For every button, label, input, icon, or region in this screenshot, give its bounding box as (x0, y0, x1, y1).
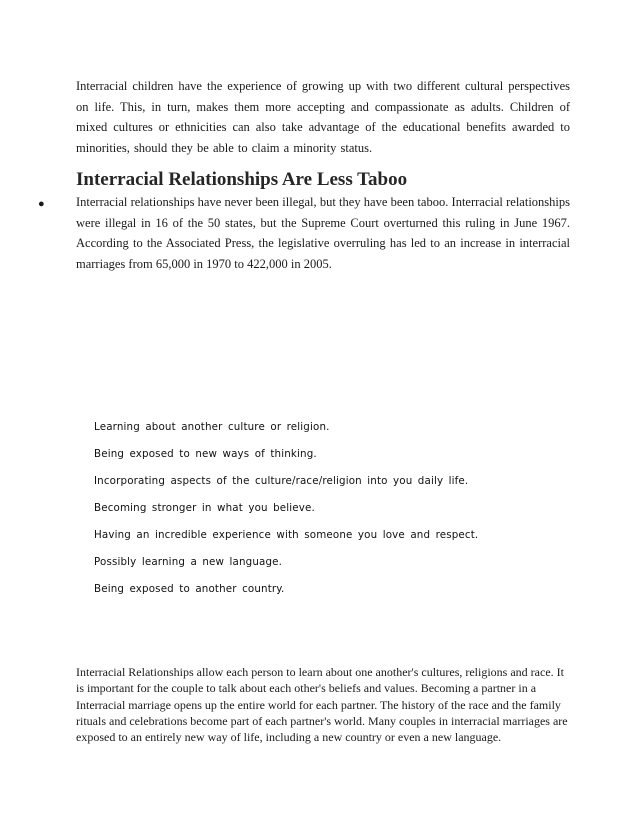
intro-paragraph: Interracial children have the experience of growing up with two different cultural perspectives on life. This, in turn, makes them more accepting and compassionate as adults. Children of mixed cultures or ethnicities can also take advantage of the educational benefits awarded to minorities, should they be able to claim a minority status. (76, 79, 570, 155)
benefit-item: Becoming stronger in what you believe. (94, 502, 315, 514)
benefit-item: Having an incredible experience with someone you love and respect. (94, 529, 479, 541)
benefit-item: Learning about another culture or religion. (94, 421, 330, 433)
benefits-list (94, 420, 478, 609)
closing-paragraph: Interracial Relationships allow each person to learn about one another's cultures, religions and race. It is important for the couple to talk about each other's beliefs and values. Becoming a partner in a Interracial marriage opens up the entire world for each partner. The history of the race and the family rituals and celebrations become part of each partner's world. Many couples in interracial marriages are exposed to an entirely new way of life, including a new country or even a new language. (76, 665, 568, 745)
benefit-item: Possibly learning a new language. (94, 556, 283, 568)
benefit-item: Being exposed to another country. (94, 583, 285, 595)
bullet-marker: ● (38, 198, 45, 210)
bullet-paragraph: Interracial relationships have never been illegal, but they have been taboo. Interracial relationships were illegal in 16 of the 50 states, but the Supreme Court overturned this ruling in June 1967. According to the Associated Press, the legislative overruling has led to an increase in interracial marriages from 65,000 in 1970 to 422,000 in 2005. (76, 195, 570, 271)
section-heading: Interracial Relationships Are Less Taboo (76, 169, 408, 190)
benefit-item: Incorporating aspects of the culture/race/religion into you daily life. (94, 475, 469, 487)
benefit-item: Being exposed to new ways of thinking. (94, 448, 317, 460)
